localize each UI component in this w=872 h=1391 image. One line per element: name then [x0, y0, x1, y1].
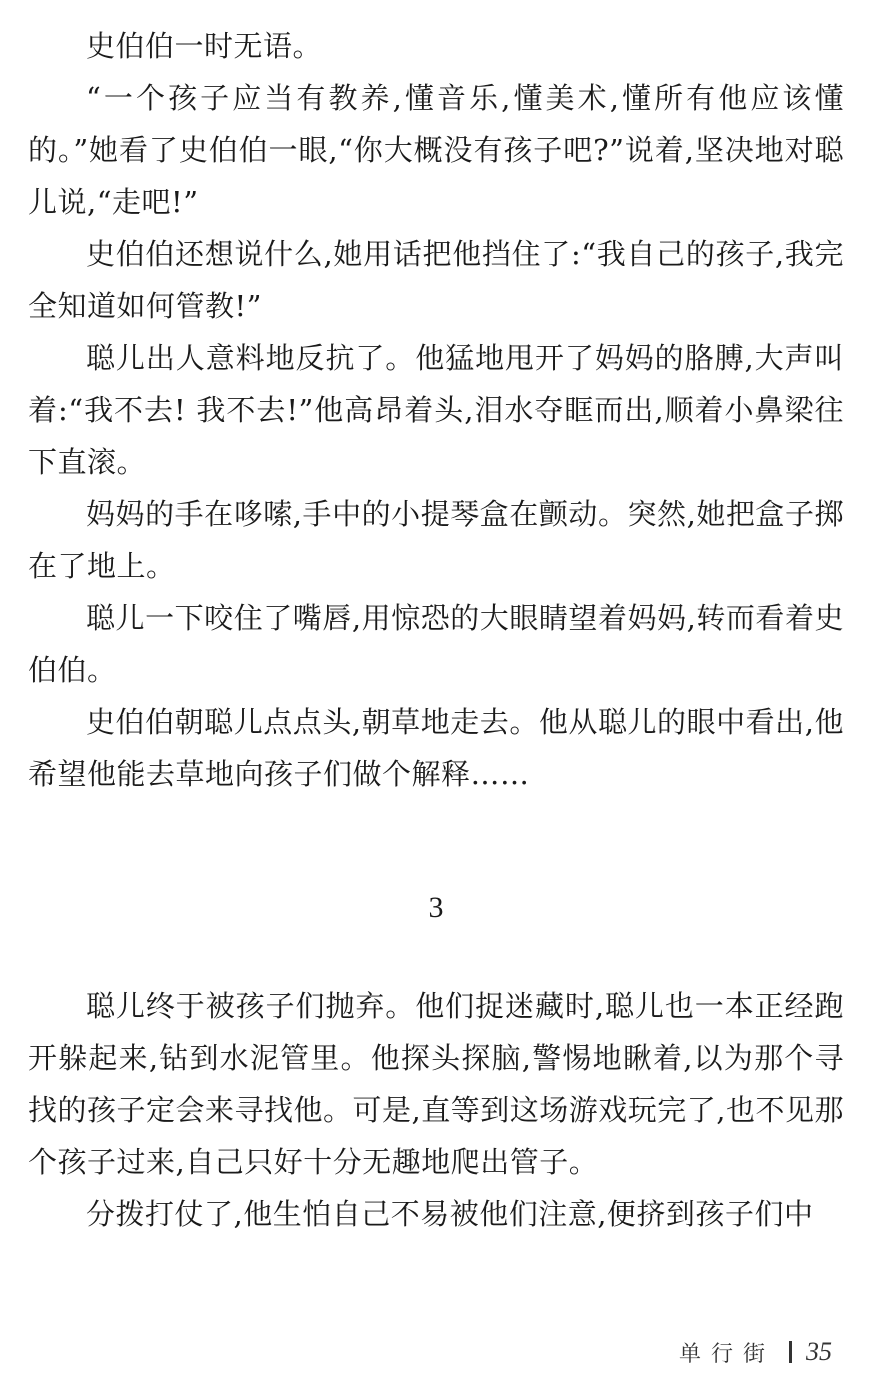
page-number: 35 — [806, 1337, 832, 1366]
paragraph: 史伯伯还想说什么,她用话把他挡住了:“我自己的孩子,我完全知道如何管教!” — [28, 237, 844, 323]
paragraph: 分拨打仗了,他生怕自己不易被他们注意,便挤到孩子们中 — [86, 1197, 814, 1231]
paragraph: 聪儿终于被孩子们抛弃。他们捉迷藏时,聪儿也一本正经跑开躲起来,钻到水泥管里。他探头探脑,警惕地瞅着,以为那个寻找的孩子定会来寻找他。可是,直等到这场游戏玩完了,也不见那个孩子过来,自己只好十分无趣地爬出管子。 — [28, 989, 844, 1179]
section-break — [28, 800, 844, 980]
paragraph: 史伯伯朝聪儿点点头,朝草地走去。他从聪儿的眼中看出,他希望他能去草地向孩子们做个解释…… — [28, 705, 844, 791]
paragraph: 史伯伯一时无语。 — [86, 29, 323, 63]
page-footer — [679, 1332, 832, 1372]
paragraph: 聪儿出人意料地反抗了。他猛地甩开了妈妈的胳膊,大声叫着:“我不去! 我不去!”他高昂着头,泪水夺眶而出,顺着小鼻梁往下直滚。 — [28, 341, 844, 479]
paragraph: 聪儿一下咬住了嘴唇,用惊恐的大眼睛望着妈妈,转而看着史伯伯。 — [28, 601, 844, 687]
body-text — [28, 20, 844, 1240]
section-number: 3 — [428, 891, 444, 924]
paragraph: “一个孩子应当有教养,懂音乐,懂美术,懂所有他应该懂的。”她看了史伯伯一眼,“你大概没有孩子吧?”说着,坚决地对聪儿说,“走吧!” — [28, 81, 844, 219]
paragraph: 妈妈的手在哆嗦,手中的小提琴盒在颤动。突然,她把盒子掷在了地上。 — [28, 497, 844, 583]
running-title: 单行街 — [678, 1341, 775, 1367]
footer-divider — [789, 1341, 792, 1363]
